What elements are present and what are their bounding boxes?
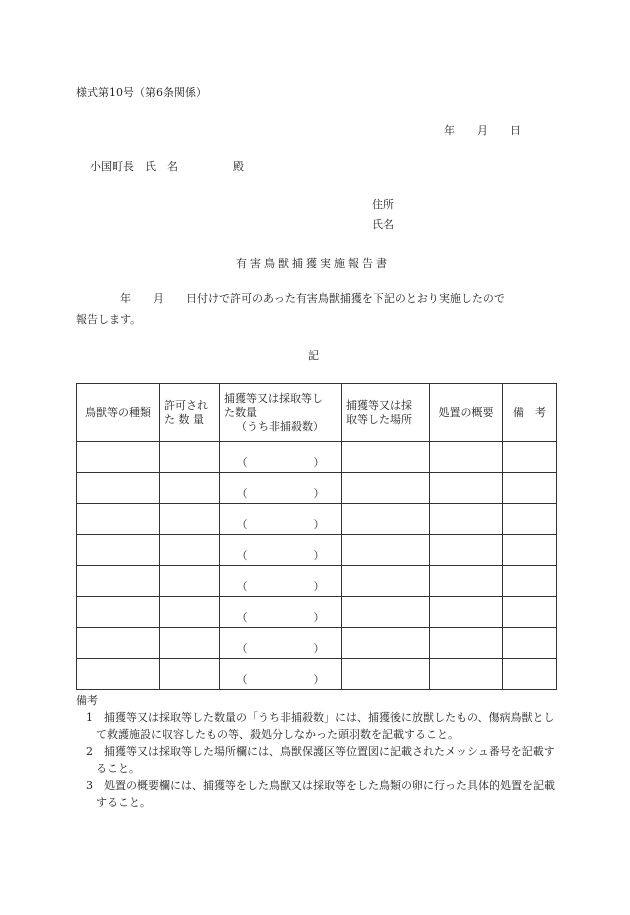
- non-culled-count-paren: （ ）: [236, 487, 325, 500]
- cell-species[interactable]: [77, 628, 160, 659]
- intro-line-2: 報告します。: [76, 313, 142, 326]
- cell-permitted-qty[interactable]: [160, 442, 220, 473]
- table-row: [77, 659, 557, 690]
- cell-place[interactable]: [342, 504, 430, 535]
- cell-remarks[interactable]: [503, 504, 557, 535]
- header-permitted-qty: 許可され た 数 量: [160, 384, 220, 442]
- cell-remarks[interactable]: [503, 535, 557, 566]
- cell-remarks[interactable]: [503, 659, 557, 690]
- cell-place[interactable]: [342, 473, 430, 504]
- date-line: 年 月 日: [444, 124, 521, 137]
- note-item: [76, 709, 560, 743]
- cell-permitted-qty[interactable]: [160, 628, 220, 659]
- header-place: 捕獲等又は採 取等した場所: [342, 384, 430, 442]
- cell-disposal[interactable]: [430, 535, 503, 566]
- cell-species[interactable]: [77, 597, 160, 628]
- address-label: 住所: [372, 198, 394, 211]
- cell-caught-qty[interactable]: [220, 628, 342, 659]
- cell-remarks[interactable]: [503, 566, 557, 597]
- cell-remarks[interactable]: [503, 442, 557, 473]
- cell-place[interactable]: [342, 442, 430, 473]
- cell-disposal[interactable]: [430, 566, 503, 597]
- cell-species[interactable]: [77, 535, 160, 566]
- note-text: 処置の概要欄には、捕獲等をした鳥獣又は採取等をした鳥類の卵に行った具体的処置を記載すること。: [96, 779, 555, 809]
- table-row: [77, 473, 557, 504]
- cell-caught-qty[interactable]: [220, 659, 342, 690]
- non-culled-count-paren: （ ）: [236, 549, 325, 562]
- cell-caught-qty[interactable]: [220, 597, 342, 628]
- note-text: 捕獲等又は採取等した数量の「うち非捕殺数」には、捕獲後に放獣したもの、傷病鳥獣として救護施設に収容したもの等、殺処分しなかった頭羽数を記載すること。: [96, 711, 555, 741]
- cell-permitted-qty[interactable]: [160, 659, 220, 690]
- cell-caught-qty[interactable]: [220, 535, 342, 566]
- table-row: [77, 597, 557, 628]
- note-item: [76, 743, 560, 777]
- header-species: 鳥獣等の種類: [77, 384, 160, 442]
- cell-remarks[interactable]: [503, 597, 557, 628]
- cell-disposal[interactable]: [430, 442, 503, 473]
- intro-line-1: 年 月 日付けで許可のあった有害鳥獣捕獲を下記のとおり実施したので: [76, 292, 505, 305]
- cell-species[interactable]: [77, 442, 160, 473]
- cell-remarks[interactable]: [503, 628, 557, 659]
- notes-heading: 備考: [76, 694, 98, 707]
- non-culled-count-paren: （ ）: [236, 642, 325, 655]
- note-item: [76, 777, 560, 811]
- cell-species[interactable]: [77, 473, 160, 504]
- table-row: [77, 535, 557, 566]
- cell-place[interactable]: [342, 597, 430, 628]
- form-number-label: 様式第10号（第6条関係）: [76, 86, 207, 99]
- header-caught-qty: 捕獲等又は採取等し た数量 （うち非捕殺数）: [220, 384, 342, 442]
- document-title: 有害鳥獣捕獲実施報告書: [236, 257, 390, 270]
- addressee-line: 小国町長 氏 名 殿: [90, 160, 244, 173]
- report-table: [76, 383, 557, 690]
- cell-disposal[interactable]: [430, 659, 503, 690]
- name-label: 氏名: [372, 218, 394, 231]
- non-culled-count-paren: （ ）: [236, 611, 325, 624]
- table-header-row: [77, 384, 557, 442]
- cell-place[interactable]: [342, 566, 430, 597]
- note-text: 捕獲等又は採取等した場所欄には、鳥獣保護区等位置図に記載されたメッシュ番号を記載すること。: [96, 745, 555, 775]
- cell-caught-qty[interactable]: [220, 442, 342, 473]
- cell-place[interactable]: [342, 535, 430, 566]
- cell-permitted-qty[interactable]: [160, 504, 220, 535]
- non-culled-count-paren: （ ）: [236, 518, 325, 531]
- note-number: 1: [86, 711, 93, 724]
- note-number: 3: [86, 779, 93, 792]
- table-row: [77, 566, 557, 597]
- note-number: 2: [86, 745, 93, 758]
- cell-place[interactable]: [342, 659, 430, 690]
- table-row: [77, 628, 557, 659]
- table-row: [77, 442, 557, 473]
- header-remarks: 備 考: [503, 384, 557, 442]
- ki-heading: 記: [308, 349, 319, 362]
- header-disposal: 処置の概要: [430, 384, 503, 442]
- cell-place[interactable]: [342, 628, 430, 659]
- notes-section: [76, 692, 560, 811]
- cell-remarks[interactable]: [503, 473, 557, 504]
- cell-permitted-qty[interactable]: [160, 597, 220, 628]
- cell-species[interactable]: [77, 566, 160, 597]
- cell-disposal[interactable]: [430, 473, 503, 504]
- cell-permitted-qty[interactable]: [160, 473, 220, 504]
- cell-disposal[interactable]: [430, 504, 503, 535]
- non-culled-count-paren: （ ）: [236, 456, 325, 469]
- cell-permitted-qty[interactable]: [160, 535, 220, 566]
- cell-species[interactable]: [77, 504, 160, 535]
- cell-disposal[interactable]: [430, 628, 503, 659]
- cell-permitted-qty[interactable]: [160, 566, 220, 597]
- cell-species[interactable]: [77, 659, 160, 690]
- cell-caught-qty[interactable]: [220, 566, 342, 597]
- cell-caught-qty[interactable]: [220, 473, 342, 504]
- non-culled-count-paren: （ ）: [236, 673, 325, 686]
- table-row: [77, 504, 557, 535]
- cell-disposal[interactable]: [430, 597, 503, 628]
- non-culled-count-paren: （ ）: [236, 580, 325, 593]
- cell-caught-qty[interactable]: [220, 504, 342, 535]
